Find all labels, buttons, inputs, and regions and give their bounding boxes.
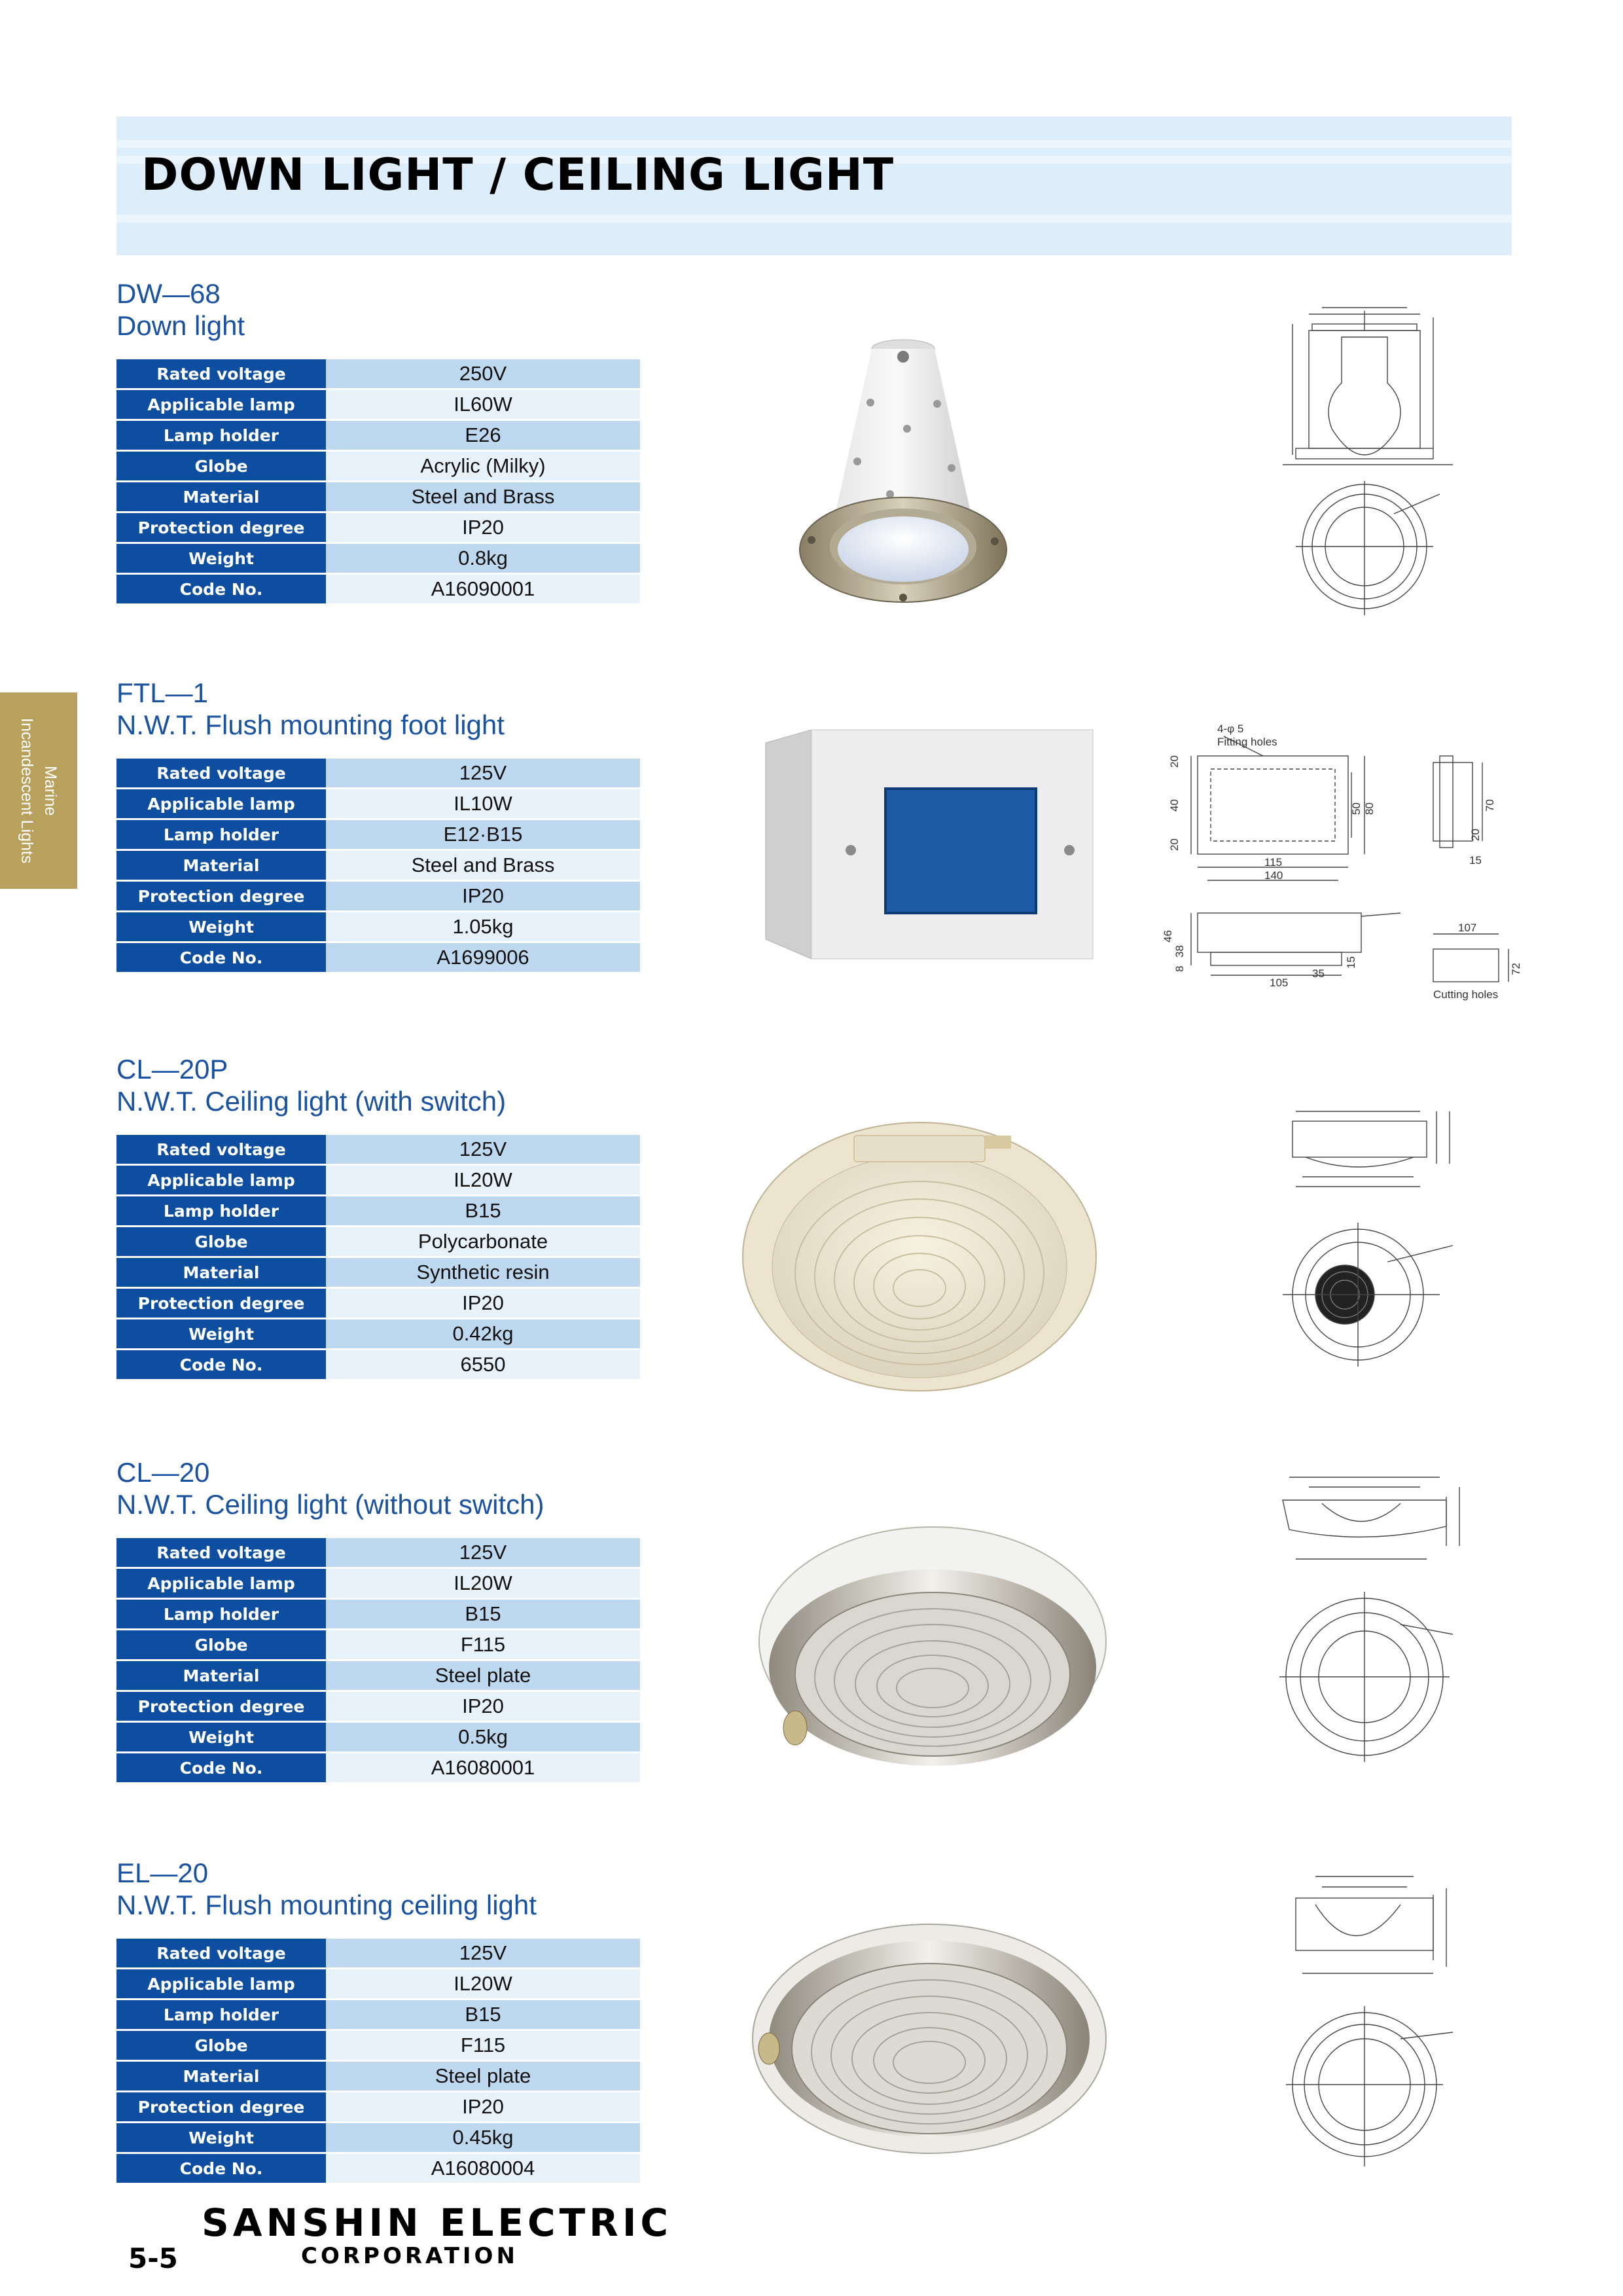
spec-label: Protection degree [116,513,326,544]
spec-table [116,1939,640,2185]
section-side-tab [0,692,77,889]
spec-value: B15 [326,1600,640,1630]
spec-label: Applicable lamp [116,1969,326,2000]
dim-label: 115 [1264,856,1283,869]
page-title: DOWN LIGHT / CEILING LIGHT [141,149,895,201]
spec-value: IL20W [326,1569,640,1600]
spec-row [116,789,640,820]
product-model: CL—20P [116,1054,228,1085]
spec-label: Rated voltage [116,1135,326,1166]
spec-value: 6550 [326,1350,640,1381]
spec-row [116,1538,640,1569]
spec-value: Steel and Brass [326,851,640,882]
spec-label: Code No. [116,1753,326,1784]
dim-label: 15 [1469,854,1482,867]
spec-value: 0.5kg [326,1723,640,1753]
spec-value: A1699006 [326,943,640,974]
spec-label: Globe [116,2031,326,2062]
spec-label: Lamp holder [116,421,326,452]
spec-value: B15 [326,1196,640,1227]
spec-label: Rated voltage [116,359,326,390]
dw68-product-photo [792,331,1014,619]
product-description: Down light [116,310,245,341]
spec-label: Weight [116,1723,326,1753]
spec-label: Weight [116,1319,326,1350]
spec-row [116,482,640,513]
spec-label: Lamp holder [116,1196,326,1227]
dim-label: 20 [1469,829,1482,841]
spec-value: IP20 [326,513,640,544]
spec-label: Material [116,1661,326,1692]
spec-value: A16080004 [326,2154,640,2185]
spec-label: Rated voltage [116,1538,326,1569]
spec-label: Protection degree [116,1692,326,1723]
spec-label: Lamp holder [116,820,326,851]
spec-row [116,2123,640,2154]
spec-row [116,575,640,605]
dw68-dimension-drawing [1283,298,1459,622]
spec-value: Steel plate [326,2062,640,2092]
spec-value: IP20 [326,882,640,912]
dim-label: 105 [1270,977,1289,989]
spec-row [116,912,640,943]
ftl1-product-photo [759,723,1099,969]
spec-value: F115 [326,2031,640,2062]
spec-row [116,390,640,421]
spec-value: B15 [326,2000,640,2031]
spec-row [116,1969,640,2000]
spec-value: F115 [326,1630,640,1661]
dim-label: 46 [1162,930,1174,942]
spec-label: Material [116,1258,326,1289]
spec-value: A16080001 [326,1753,640,1784]
ftl1-dimension-drawing [1152,717,1522,1001]
dim-label: 140 [1264,869,1283,882]
spec-row [116,421,640,452]
spec-row [116,452,640,482]
spec-row [116,1166,640,1196]
spec-row [116,1350,640,1381]
spec-table [116,759,640,974]
spec-value: Steel plate [326,1661,640,1692]
spec-value: Steel and Brass [326,482,640,513]
dim-label: 8 [1173,965,1186,972]
spec-value: 0.8kg [326,544,640,575]
page-number: 5-5 [128,2242,178,2274]
spec-row [116,513,640,544]
spec-label: Weight [116,912,326,943]
spec-row [116,2000,640,2031]
spec-value: E12·B15 [326,820,640,851]
spec-value: Acrylic (Milky) [326,452,640,482]
cl20-dimension-drawing [1270,1467,1466,1765]
spec-value: Polycarbonate [326,1227,640,1258]
spec-value: IP20 [326,1692,640,1723]
product-model: CL—20 [116,1457,210,1488]
product-description: N.W.T. Ceiling light (without switch) [116,1489,544,1520]
spec-label: Material [116,482,326,513]
spec-row [116,882,640,912]
dim-label: 20 [1168,838,1181,851]
spec-row [116,1661,640,1692]
el20-dimension-drawing [1276,1869,1466,2176]
spec-label: Globe [116,452,326,482]
spec-value: IL20W [326,1166,640,1196]
spec-label: Lamp holder [116,2000,326,2031]
spec-value: 250V [326,359,640,390]
spec-row [116,1289,640,1319]
spec-row [116,2154,640,2185]
spec-label: Applicable lamp [116,1166,326,1196]
spec-label: Material [116,851,326,882]
spec-row [116,1135,640,1166]
spec-row [116,2062,640,2092]
cutting-holes-label: Cutting holes [1433,988,1499,1001]
spec-value: A16090001 [326,575,640,605]
spec-value: IL10W [326,789,640,820]
spec-value: 125V [326,1538,640,1569]
fitting-label: 4-φ 5 [1217,723,1244,735]
spec-label: Applicable lamp [116,789,326,820]
spec-value: 125V [326,1135,640,1166]
dim-label: 40 [1168,799,1181,812]
spec-label: Applicable lamp [116,390,326,421]
spec-label: Material [116,2062,326,2092]
spec-table [116,1538,640,1784]
spec-row [116,1319,640,1350]
side-tab-line2: Incandescent Lights [18,717,36,864]
spec-row [116,1723,640,1753]
spec-label: Globe [116,1630,326,1661]
spec-row [116,544,640,575]
spec-label: Code No. [116,943,326,974]
spec-label: Globe [116,1227,326,1258]
dim-label: 35 [1312,967,1325,980]
cl20p-product-photo [736,1116,1103,1397]
spec-row [116,851,640,882]
dim-label: 72 [1510,963,1522,975]
dim-label: 80 [1363,802,1376,815]
spec-value: E26 [326,421,640,452]
spec-row [116,1692,640,1723]
product-model: DW—68 [116,278,221,309]
spec-value: 125V [326,759,640,789]
spec-row [116,1939,640,1969]
spec-row [116,1600,640,1630]
spec-table [116,1135,640,1381]
spec-row [116,1569,640,1600]
product-description: N.W.T. Flush mounting ceiling light [116,1890,537,1920]
dim-label: 38 [1173,945,1186,958]
product-description: N.W.T. Ceiling light (with switch) [116,1086,507,1117]
svg-text:CORPORATION: CORPORATION [301,2243,518,2269]
spec-label: Rated voltage [116,759,326,789]
spec-value: 0.45kg [326,2123,640,2154]
spec-label: Protection degree [116,2092,326,2123]
spec-label: Code No. [116,2154,326,2185]
spec-label: Lamp holder [116,1600,326,1630]
dim-label: 50 [1350,802,1363,815]
spec-label: Applicable lamp [116,1569,326,1600]
spec-value: Synthetic resin [326,1258,640,1289]
spec-label: Weight [116,2123,326,2154]
spec-row [116,820,640,851]
spec-label: Rated voltage [116,1939,326,1969]
spec-row [116,359,640,390]
spec-row [116,943,640,974]
spec-value: IL20W [326,1969,640,2000]
spec-label: Code No. [116,575,326,605]
spec-row [116,2031,640,2062]
spec-value: 125V [326,1939,640,1969]
spec-label: Protection degree [116,1289,326,1319]
spec-label: Weight [116,544,326,575]
spec-value: IP20 [326,1289,640,1319]
spec-value: IL60W [326,390,640,421]
spec-row [116,1227,640,1258]
cl20-product-photo [746,1517,1113,1779]
spec-label: Code No. [116,1350,326,1381]
company-logo [196,2198,672,2270]
spec-row [116,1753,640,1784]
spec-row [116,759,640,789]
side-tab-line1: Marine [41,765,60,816]
spec-table [116,359,640,605]
spec-row [116,2092,640,2123]
spec-value: IP20 [326,2092,640,2123]
product-description: N.W.T. Flush mounting foot light [116,709,505,740]
spec-value: 0.42kg [326,1319,640,1350]
product-model: EL—20 [116,1857,209,1888]
spec-row [116,1630,640,1661]
spec-value: 1.05kg [326,912,640,943]
fitting-holes-label: Fitting holes [1217,736,1277,748]
product-model: FTL—1 [116,677,209,708]
spec-row [116,1258,640,1289]
dim-label: 70 [1484,799,1496,812]
spec-row [116,1196,640,1227]
dim-label: 20 [1168,755,1181,768]
svg-text:SANSHIN ELECTRIC: SANSHIN ELECTRIC [202,2200,672,2245]
dim-label: 107 [1458,922,1477,934]
el20-product-photo [743,1908,1109,2170]
spec-label: Protection degree [116,882,326,912]
cl20p-dimension-drawing [1283,1098,1466,1396]
dim-label: 15 [1345,956,1357,969]
